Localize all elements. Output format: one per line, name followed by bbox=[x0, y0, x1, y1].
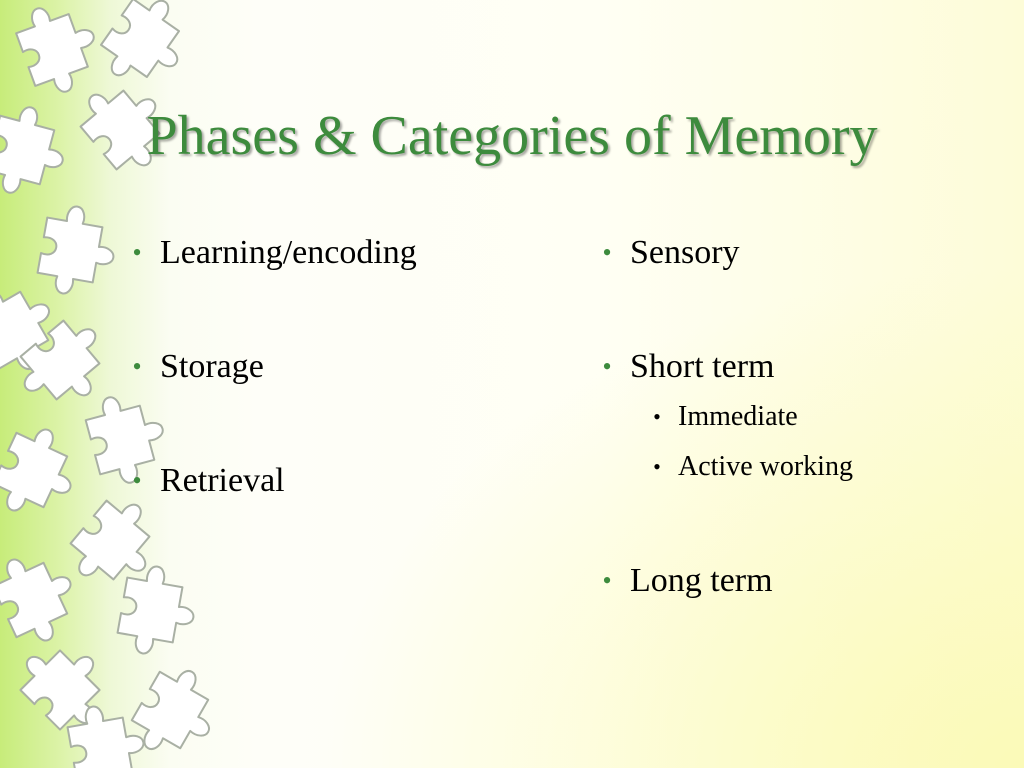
list-item-short-term bbox=[592, 342, 1012, 392]
list-item-label: Learning/encoding bbox=[160, 234, 417, 271]
list-item-storage bbox=[122, 342, 542, 392]
bullet-icon: • bbox=[132, 238, 142, 267]
list-item-label: Immediate bbox=[678, 401, 798, 432]
sub-list-item-active-working bbox=[592, 442, 1012, 492]
list-item-sensory bbox=[592, 228, 1012, 278]
phases-list bbox=[122, 228, 542, 506]
list-item-label: Short term bbox=[630, 348, 775, 385]
list-item-label: Retrieval bbox=[160, 462, 285, 499]
bullet-icon: • bbox=[602, 238, 612, 267]
list-item-learning-encoding bbox=[122, 228, 542, 278]
bullet-icon: • bbox=[602, 566, 612, 595]
list-item-label: Active working bbox=[678, 451, 853, 482]
slide-title: Phases & Categories of Memory bbox=[146, 105, 878, 167]
bullet-icon: • bbox=[132, 352, 142, 381]
list-item-long-term bbox=[592, 556, 1012, 606]
list-item-label: Long term bbox=[630, 562, 773, 599]
list-item-retrieval bbox=[122, 456, 542, 506]
bullet-icon: • bbox=[602, 352, 612, 381]
sub-list-item-immediate bbox=[592, 392, 1012, 442]
bullet-icon: • bbox=[132, 466, 142, 495]
list-item-label: Storage bbox=[160, 348, 264, 385]
categories-list bbox=[592, 228, 1012, 606]
bullet-icon: • bbox=[653, 454, 661, 479]
list-item-label: Sensory bbox=[630, 234, 740, 271]
bullet-icon: • bbox=[653, 404, 661, 429]
